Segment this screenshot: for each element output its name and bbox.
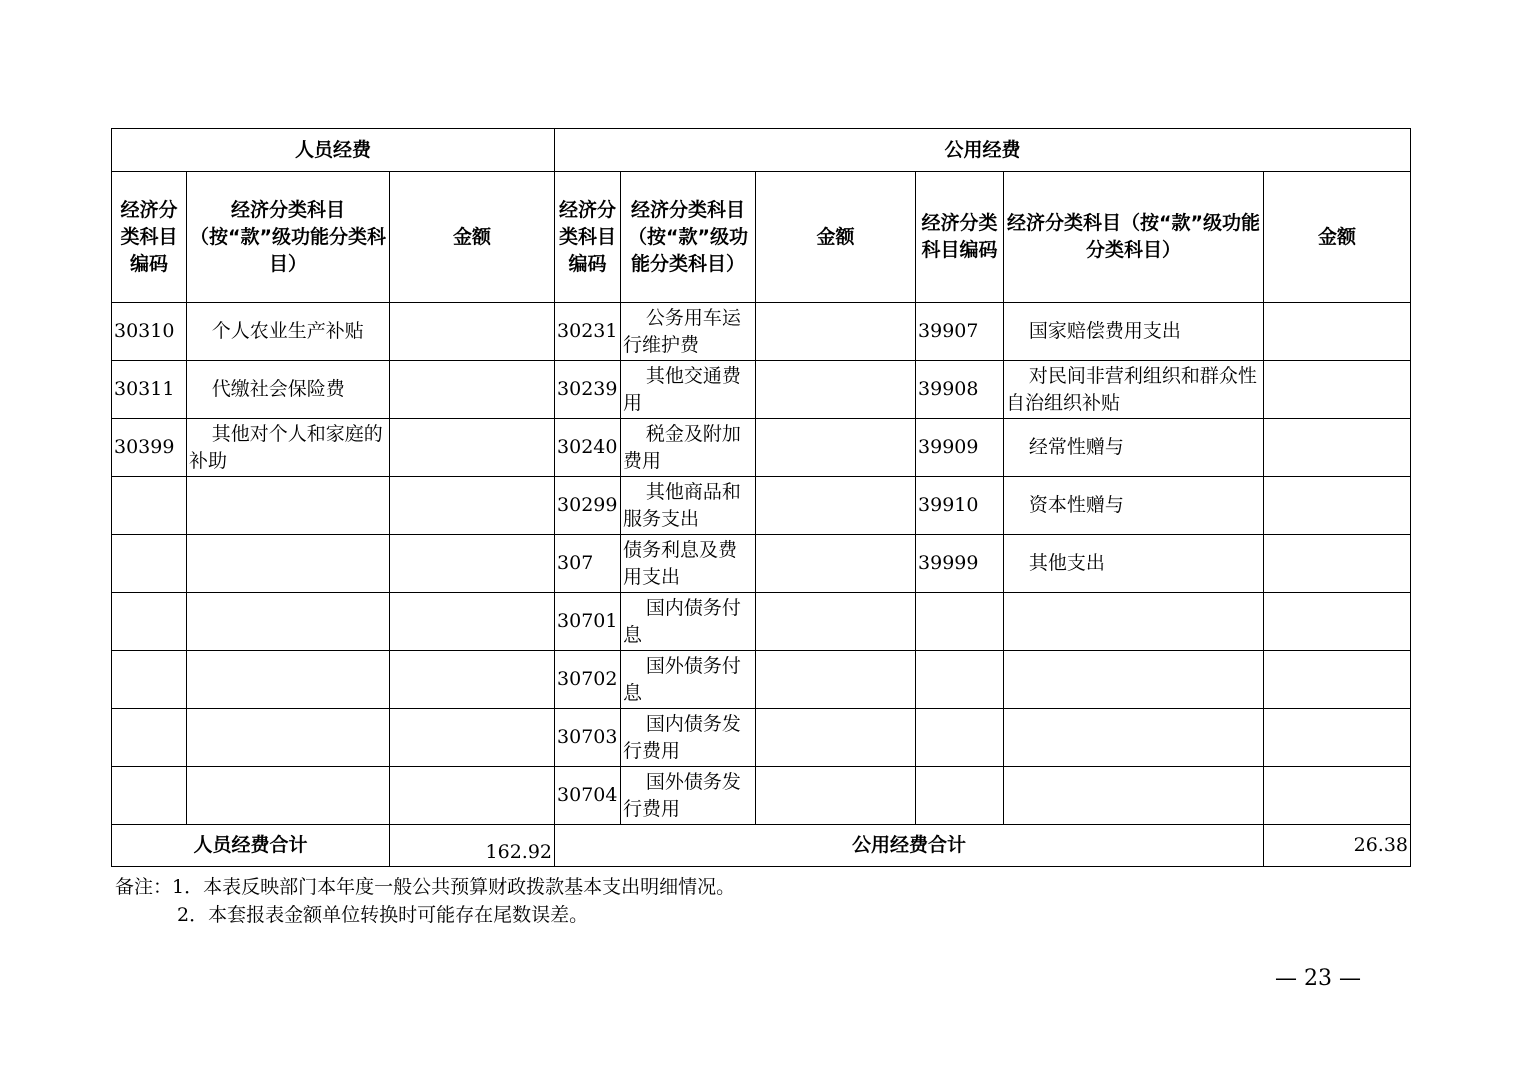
amount-cell [756, 477, 916, 535]
section-header-row [112, 129, 1411, 172]
amount-cell [1264, 535, 1411, 593]
code-cell [112, 709, 187, 767]
amount-cell [1264, 361, 1411, 419]
name-text: 经常性赠与 [1028, 436, 1124, 458]
column-header-code: 经济分类科目编码 [555, 172, 621, 303]
amount-cell [756, 651, 916, 709]
code-cell [112, 477, 187, 535]
name-cell [621, 419, 756, 477]
personnel-total-label: 人员经费合计 [112, 825, 390, 867]
amount-cell [756, 709, 916, 767]
personnel-header: 人员经费 [112, 129, 555, 172]
public-total-value: 26.38 [1264, 825, 1411, 867]
name-cell [187, 767, 390, 825]
name-text: 其他支出 [1028, 552, 1105, 574]
amount-cell [390, 361, 555, 419]
name-text: 国内债务付息 [623, 596, 741, 646]
name-text: 其他商品和服务支出 [623, 480, 741, 530]
name-text: 国内债务发行费用 [623, 712, 741, 762]
table-row [112, 709, 1411, 767]
public-total-label: 公用经费合计 [555, 825, 1264, 867]
table-row [112, 419, 1411, 477]
public-header: 公用经费 [555, 129, 1411, 172]
name-cell [1004, 709, 1264, 767]
amount-cell [756, 535, 916, 593]
amount-cell [756, 303, 916, 361]
name-text: 代缴社会保险费 [211, 378, 345, 400]
code-cell: 30240 [555, 419, 621, 477]
code-cell: 39909 [916, 419, 1004, 477]
code-cell [112, 767, 187, 825]
name-text: 其他对个人和家庭的补助 [189, 422, 383, 472]
code-cell: 39999 [916, 535, 1004, 593]
table-row [112, 767, 1411, 825]
name-cell [187, 651, 390, 709]
amount-cell [756, 361, 916, 419]
name-cell [1004, 303, 1264, 361]
table-row [112, 477, 1411, 535]
code-cell: 30703 [555, 709, 621, 767]
note-line-2: 2．本套报表金额单位转换时可能存在尾数误差。 [177, 904, 589, 926]
amount-cell [1264, 477, 1411, 535]
amount-cell [1264, 593, 1411, 651]
name-cell [1004, 477, 1264, 535]
code-cell [916, 593, 1004, 651]
code-cell: 30299 [555, 477, 621, 535]
name-cell [187, 477, 390, 535]
amount-cell [390, 651, 555, 709]
code-cell [916, 709, 1004, 767]
code-cell: 39907 [916, 303, 1004, 361]
column-header-code: 经济分类科目编码 [112, 172, 187, 303]
page-number: — 23 — [1275, 966, 1361, 991]
amount-cell [1264, 303, 1411, 361]
name-cell [187, 535, 390, 593]
name-text: 税金及附加费用 [623, 422, 741, 472]
name-text: 其他交通费用 [623, 364, 741, 414]
name-cell [1004, 767, 1264, 825]
code-cell: 30311 [112, 361, 187, 419]
amount-cell [1264, 767, 1411, 825]
column-header-name: 经济分类科目（按“款”级功能分类科目） [621, 172, 756, 303]
amount-cell [1264, 709, 1411, 767]
code-cell: 307 [555, 535, 621, 593]
name-cell [187, 593, 390, 651]
table-row [112, 535, 1411, 593]
name-cell [621, 303, 756, 361]
name-cell [621, 651, 756, 709]
name-text: 对民间非营利组织和群众性自治组织补贴 [1006, 364, 1257, 414]
name-text: 资本性赠与 [1028, 494, 1124, 516]
code-cell: 30239 [555, 361, 621, 419]
totals-row [112, 825, 1411, 867]
amount-cell [1264, 651, 1411, 709]
amount-cell [390, 303, 555, 361]
column-header-name: 经济分类科目（按“款”级功能分类科目） [187, 172, 390, 303]
code-cell: 39910 [916, 477, 1004, 535]
name-text: 个人农业生产补贴 [211, 320, 364, 342]
name-cell [621, 593, 756, 651]
column-header-name: 经济分类科目（按“款”级功能分类科目） [1004, 172, 1264, 303]
amount-cell [756, 767, 916, 825]
name-text: 国家赔偿费用支出 [1028, 320, 1181, 342]
code-cell [916, 651, 1004, 709]
code-cell: 39908 [916, 361, 1004, 419]
code-cell: 30702 [555, 651, 621, 709]
name-cell [621, 477, 756, 535]
name-cell [1004, 593, 1264, 651]
code-cell: 30310 [112, 303, 187, 361]
table-row [112, 593, 1411, 651]
name-cell [187, 709, 390, 767]
column-header-amount: 金额 [390, 172, 555, 303]
name-cell [621, 535, 756, 593]
code-cell [916, 767, 1004, 825]
table-row [112, 303, 1411, 361]
personnel-total-value: 162.92 [390, 825, 555, 867]
amount-cell [756, 593, 916, 651]
amount-cell [390, 593, 555, 651]
amount-cell [756, 419, 916, 477]
table-row [112, 361, 1411, 419]
column-header-row [112, 172, 1411, 303]
name-cell [187, 303, 390, 361]
code-cell: 30701 [555, 593, 621, 651]
table-row [112, 651, 1411, 709]
amount-cell [390, 419, 555, 477]
column-header-amount: 金额 [1264, 172, 1411, 303]
name-text: 债务利息及费用支出 [623, 538, 738, 588]
note-line-1: 备注：1．本表反映部门本年度一般公共预算财政拨款基本支出明细情况。 [115, 876, 736, 898]
name-text: 公务用车运行维护费 [623, 306, 741, 356]
name-cell [1004, 419, 1264, 477]
name-cell [1004, 651, 1264, 709]
amount-cell [1264, 419, 1411, 477]
amount-cell [390, 535, 555, 593]
column-header-code: 经济分类科目编码 [916, 172, 1004, 303]
code-cell [112, 593, 187, 651]
amount-cell [390, 709, 555, 767]
name-cell [621, 709, 756, 767]
amount-cell [390, 477, 555, 535]
name-cell [187, 419, 390, 477]
code-cell: 30399 [112, 419, 187, 477]
code-cell: 30704 [555, 767, 621, 825]
name-cell [621, 767, 756, 825]
name-cell [1004, 535, 1264, 593]
expenditure-table [111, 128, 1411, 867]
name-cell [621, 361, 756, 419]
column-header-amount: 金额 [756, 172, 916, 303]
name-cell [187, 361, 390, 419]
code-cell: 30231 [555, 303, 621, 361]
code-cell [112, 651, 187, 709]
name-cell [1004, 361, 1264, 419]
name-text: 国外债务发行费用 [623, 770, 741, 820]
amount-cell [390, 767, 555, 825]
code-cell [112, 535, 187, 593]
name-text: 国外债务付息 [623, 654, 741, 704]
